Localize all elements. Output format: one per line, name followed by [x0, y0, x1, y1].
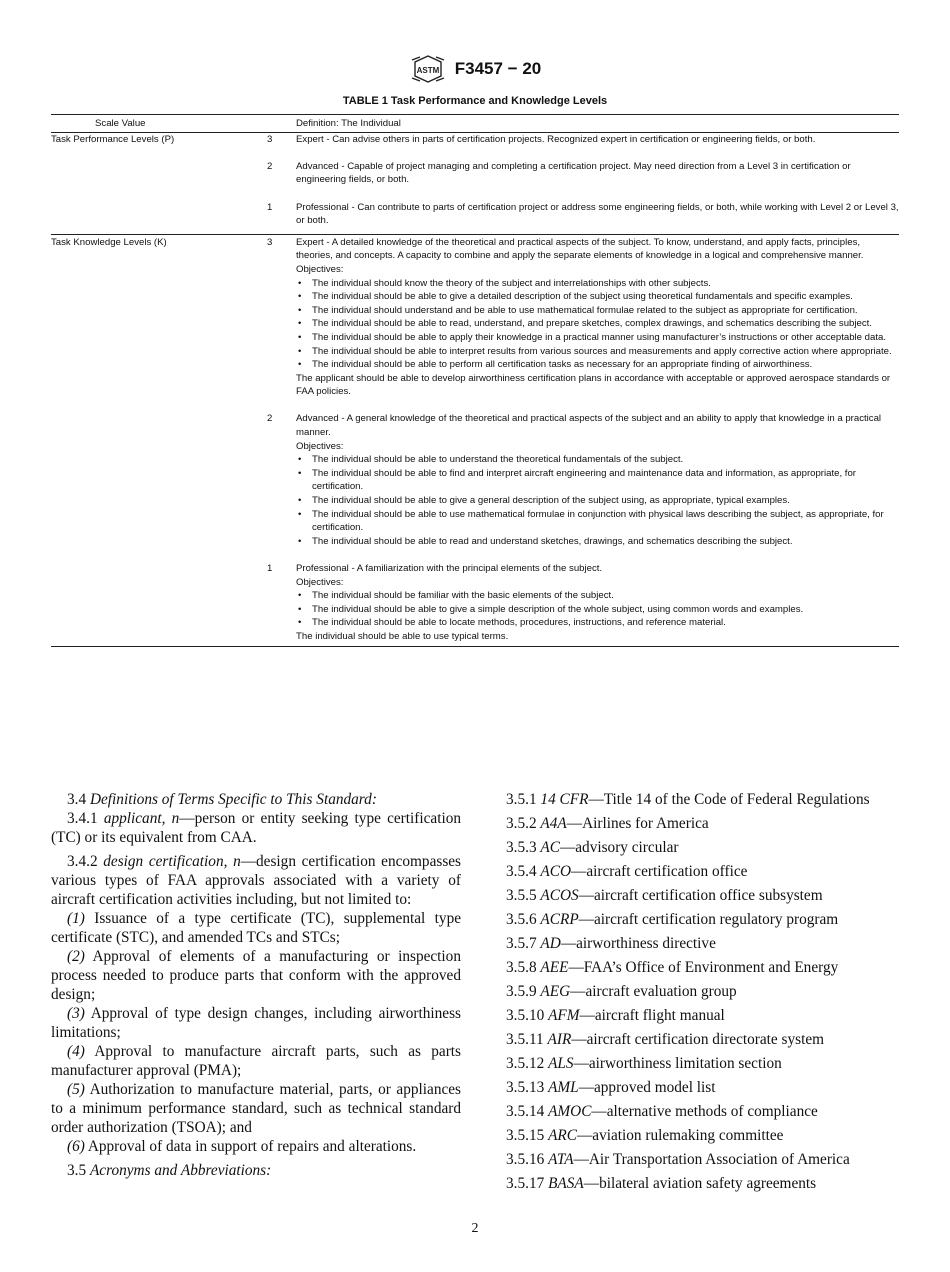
acronym-item: 3.5.15 ARC—aviation rulemaking committee: [506, 1127, 784, 1144]
objectives-label: Objectives:: [296, 263, 344, 275]
scale-value-header: Scale Value: [51, 115, 267, 133]
acronym-item: 3.5.17 BASA—bilateral aviation safety agreements: [506, 1175, 817, 1192]
level-closing: The individual should be able to use typical terms.: [296, 630, 509, 642]
definition-cell: [296, 412, 899, 548]
level-cell: 1: [267, 201, 273, 213]
list-item: • The individual should know the theory of the subject and interrelationships with other subjects.: [296, 277, 899, 291]
acronym-item: 3.5.11 AIR—aircraft certification directorate system: [506, 1031, 825, 1048]
list-item: • The individual should be able to perform all certification tasks as necessary for an appropriate finding of airworthiness.: [296, 358, 899, 372]
level-cell: 1: [267, 562, 296, 646]
acronym-item: 3.5.10 AFM—aircraft flight manual: [506, 1007, 725, 1024]
page-number: 2: [471, 1221, 479, 1236]
level-cell: 2: [267, 413, 273, 425]
table-title: TABLE 1 Task Performance and Knowledge Levels: [342, 95, 608, 107]
left-column: [51, 790, 461, 1180]
level-cell: 2: [267, 160, 273, 172]
acronym-item: 3.5.8 AEE—FAA’s Office of Environment and Energy: [506, 959, 839, 976]
acronym-item: 3.5.12 ALS—airworthiness limitation section: [506, 1055, 782, 1072]
level-cell: 3: [267, 234, 296, 399]
level-intro: Advanced - A general knowledge of the theoretical and practical aspects of the subject and an ability to apply that knowledge in a practical manner.: [296, 413, 882, 439]
acronym-item: 3.5.9 AEG—aircraft evaluation group: [506, 983, 737, 1000]
list-item: • The individual should be able to apply their knowledge in a practical manner using manufacturer’s instructions or other acceptable data.: [296, 331, 899, 345]
list-item: (4) Approval to manufacture aircraft parts, such as parts manufacturer approval (PMA);: [51, 1043, 462, 1079]
level-header: [267, 115, 296, 133]
table-header-row: [51, 115, 899, 133]
list-item: • The individual should understand and be able to use mathematical formulae related to the subject as appropriate for certification.: [296, 304, 899, 318]
list-item: • The individual should be able to use mathematical formulae in conjunction with physical laws describing the subject, as appropriate, for certification.: [296, 508, 899, 535]
list-item: • The individual should be able to read and understand sketches, drawings, and schematics describing the subject.: [296, 535, 899, 549]
category-cell: Task Performance Levels (P): [51, 133, 175, 145]
list-item: • The individual should be able to find and interpret aircraft engineering and maintenance data and information, as appropriate, for certification.: [296, 467, 899, 494]
acronym-item: 3.5.1 14 CFR—Title 14 of the Code of Federal Regulations: [506, 791, 870, 808]
list-item: • The individual should be able to give a simple description of the whole subject, using common words and examples.: [296, 603, 899, 617]
definition-cell: Expert - Can advise others in parts of certification projects. Recognized expert in certification or engineering fields, or both.: [296, 133, 816, 145]
level-intro: Expert - A detailed knowledge of the theoretical and practical aspects of the subject. To know, understand, and apply facts, principles, theories, and concepts. A capacity to combine and apply the separate elements of knowledge in a logical and comprehensive manner.: [296, 236, 864, 262]
list-item: (3) Approval of type design changes, including airworthiness limitations;: [51, 1005, 461, 1041]
acronym-item: 3.5.2 A4A—Airlines for America: [506, 815, 709, 832]
table-row: [51, 132, 899, 146]
table-row: [51, 201, 899, 228]
definition-header: Definition: The Individual: [296, 115, 899, 133]
definition-cell: [296, 562, 899, 646]
table-row: [51, 412, 899, 548]
table-row: [51, 562, 899, 646]
acronym-item: 3.5.14 AMOC—alternative methods of compliance: [506, 1103, 818, 1120]
list-item: (6) Approval of data in support of repairs and alterations.: [67, 1138, 417, 1155]
svg-text:ASTM: ASTM: [416, 66, 440, 75]
objectives-label: Objectives:: [296, 440, 344, 452]
objectives-list: [296, 277, 899, 372]
defined-term: applicant, n: [103, 810, 180, 827]
acronym-item: 3.5.5 ACOS—aircraft certification office subsystem: [506, 887, 823, 904]
table-row: [51, 234, 899, 399]
list-item: • The individual should be able to give a general description of the subject using, as appropriate, typical examples.: [296, 494, 899, 508]
definition-applicant: 3.4.1 applicant, n—person or entity seeking type certification (TC) or its equivalent from CAA.: [51, 810, 461, 846]
definition-design-certification: 3.4.2 design certification, n—design certification encompasses various types of FAA approvals associated with a variety of aircraft certification activities including, but not limited to:: [51, 853, 462, 908]
table-row: [51, 160, 899, 187]
page-header: [0, 54, 950, 84]
list-item: (2) Approval of elements of a manufacturing or inspection process needed to produce parts that conform with the approved design;: [51, 948, 461, 1003]
list-item: (1) Issuance of a type certificate (TC), supplemental type certificate (STC), and amended TCs and STCs;: [51, 910, 462, 946]
objectives-list: [296, 589, 899, 630]
acronym-item: 3.5.4 ACO—aircraft certification office: [506, 863, 748, 880]
definition-cell: [296, 234, 899, 399]
list-item: • The individual should be able to understand the theoretical fundamentals of the subject.: [296, 453, 899, 467]
acronym-item: 3.5.6 ACRP—aircraft certification regulatory program: [506, 911, 839, 928]
astm-logo-icon: [409, 54, 447, 84]
category-cell: Task Knowledge Levels (K): [51, 234, 267, 399]
list-item: • The individual should be able to read, understand, and prepare sketches, complex drawings, and schematics describing the subject.: [296, 317, 899, 331]
level-closing: The applicant should be able to develop airworthiness certification plans in accordance with acceptable or approved aerospace standards or FAA policies.: [296, 372, 891, 398]
section-3-4-heading: 3.4 Definitions of Terms Specific to This Standard:: [67, 791, 377, 808]
list-item: • The individual should be familiar with the basic elements of the subject.: [296, 589, 899, 603]
definition-cell: Professional - Can contribute to parts of certification project or address some engineering fields, or both, while working with Level 2 or Level 3, or both.: [296, 201, 899, 227]
definition-cell: Advanced - Capable of project managing and completing a certification project. May need direction from a Level 3 in certification or engineering fields, or both.: [296, 160, 851, 186]
acronym-item: 3.5.7 AD—airworthiness directive: [506, 935, 716, 952]
list-item: • The individual should be able to interpret results from various sources and measurements and apply corrective action where appropriate.: [296, 345, 899, 359]
level-cell: 3: [267, 133, 273, 145]
level-intro: Professional - A familiarization with the principal elements of the subject.: [296, 563, 603, 574]
section-3-5-heading: 3.5 Acronyms and Abbreviations:: [67, 1162, 272, 1179]
acronym-item: 3.5.13 AML—approved model list: [506, 1079, 716, 1096]
objectives-list: [296, 453, 899, 548]
acronym-item: 3.5.16 ATA—Air Transportation Association of America: [506, 1151, 850, 1168]
acronym-list: [506, 790, 906, 1198]
list-item: • The individual should be able to give a detailed description of the subject using theoretical fundamentals and specific examples.: [296, 290, 899, 304]
defined-term: design certification, n: [103, 853, 241, 870]
list-item: • The individual should be able to locate methods, procedures, instructions, and reference material.: [296, 616, 899, 630]
list-item: (5) Authorization to manufacture material, parts, or appliances to a minimum performance standard, such as technical standard order authorization (TSOA); and: [51, 1081, 461, 1136]
standard-designation: F3457 − 20: [454, 59, 542, 78]
task-levels-table: [51, 114, 899, 647]
objectives-label: Objectives:: [296, 576, 344, 588]
acronym-item: 3.5.3 AC—advisory circular: [506, 839, 679, 856]
